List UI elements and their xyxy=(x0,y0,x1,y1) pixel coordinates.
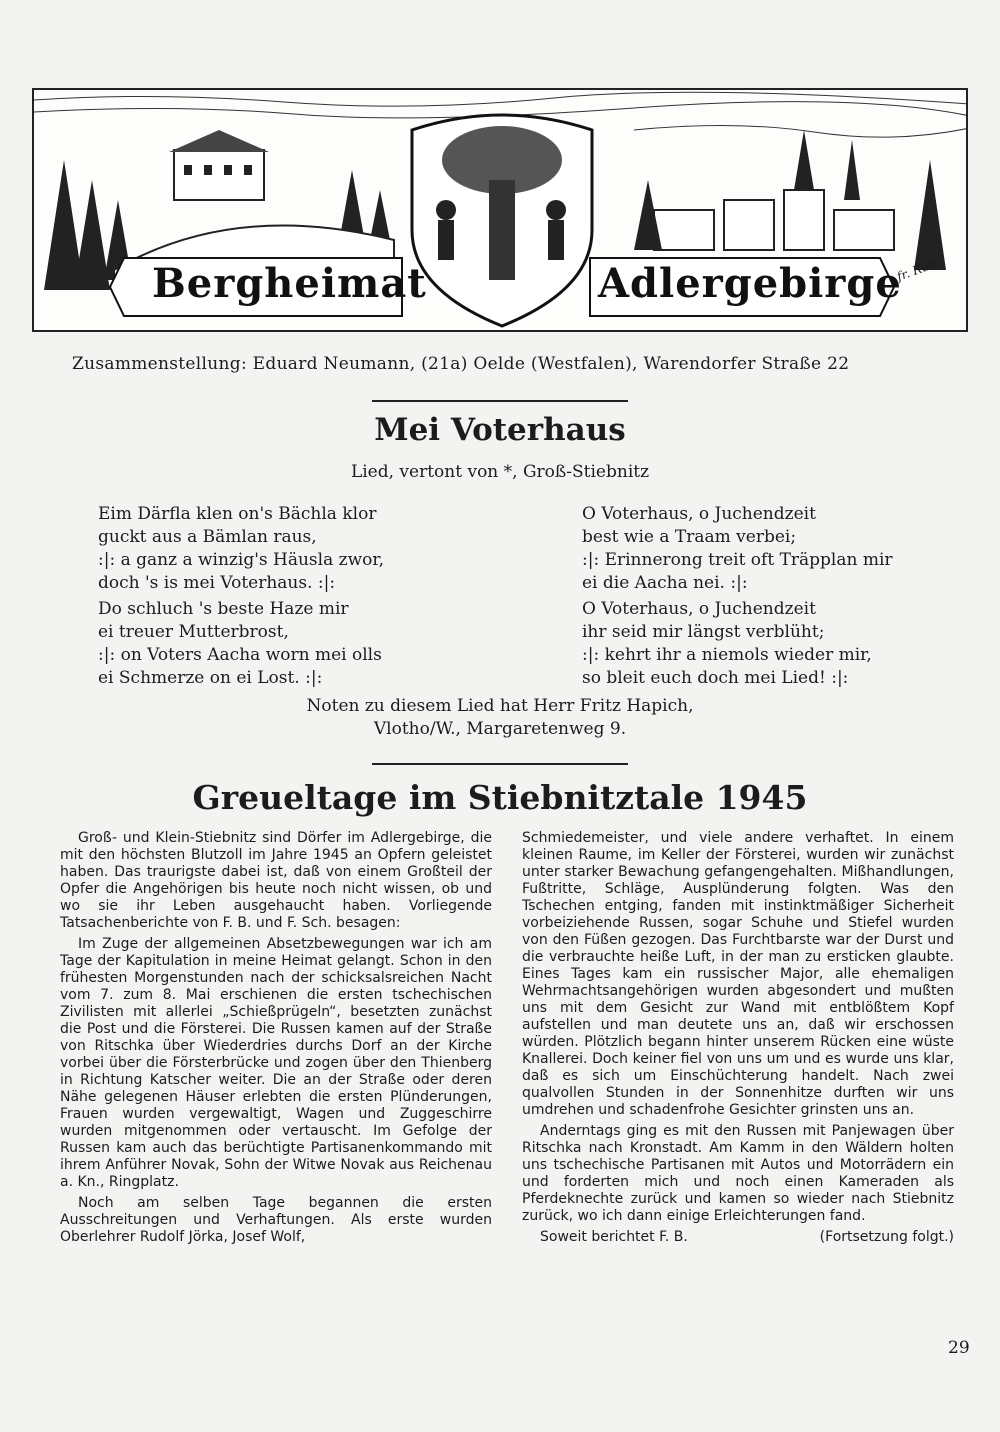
song-notes xyxy=(0,695,1000,741)
continuation-note: (Fortsetzung folgt.) xyxy=(819,1229,954,1245)
verse-line: :|: kehrt ihr a niemols wieder mir, xyxy=(582,645,872,665)
paragraph: Anderntags ging es mit den Russen mit Panjewagen über Ritschka nach Kronstadt. Am Kamm in den Wäldern holten uns tschechische Partisanen mit Autos und Motorrädern ein und forderten mich und noch einen Kameraden als Pferdeknechte zurück und kamen so wieder nach Stiebnitz zurück, wo ich dann einige Erleichterungen fand. xyxy=(522,1123,954,1224)
verse-line: best wie a Traam verbei; xyxy=(582,527,797,547)
paragraph: Im Zuge der allgemeinen Absetzbewegungen war ich am Tage der Kapitulation in meine Heimat gelangt. Schon in den frühesten Morgenstunden nach der schicksalsreichen Nacht vom 7. zum 8. Mai erschienen die ersten tschechischen Zivilisten mit allerlei „Schießprügeln“, besetzten zunächst die Post und die Försterei. Die Russen kamen auf der Straße von Ritschka über Wiederdries durchs Dorf an der Kirche vorbei über die Försterbrücke und zogen über den Thienberg in Richtung Katscher weiter. Die an der Straße oder deren Nähe gelegenen Häuser erlebten die ersten Plünderungen, Frauen wurden vergewaltigt, Wagen und Zuggeschirre wurden mitgenommen oder vertauscht. Im Gefolge der Russen kam auch das berüchtigte Partisanenkommando mit ihrem Anführer Novak, Sohn der Witwe Novak aus Reichenau a. Kn., Ringplatz. xyxy=(60,936,492,1190)
song-title: Mei Voterhaus xyxy=(374,412,626,448)
divider-middle xyxy=(372,763,628,765)
verse-line: Do schluch 's beste Haze mir xyxy=(98,599,349,619)
notes-line: Noten zu diesem Lied hat Herr Fritz Hapich, xyxy=(306,696,694,716)
stanza-1 xyxy=(98,503,384,595)
paragraph: Noch am selben Tage begannen die ersten Ausschreitungen und Verhaftungen. Als erste wurden Oberlehrer Rudolf Jörka, Josef Wolf, xyxy=(60,1195,492,1245)
divider-top xyxy=(372,400,628,402)
artist-signature: fr. Rulc. xyxy=(895,254,945,284)
article-column-left xyxy=(60,830,492,1250)
verse-line: so bleit euch doch mei Lied! :|: xyxy=(582,668,849,688)
paragraph: Groß- und Klein-Stiebnitz sind Dörfer im Adlergebirge, die mit den höchsten Blutzoll im Jahre 1945 an Opfern geleistet haben. Das traurigste dabei ist, daß von einem Großteil der Opfer die Angehörigen bis heute noch nicht wissen, ob und wo sie ihr Leben ausgehaucht haben. Vorliegende Tatsachenberichte von F. B. und F. Sch. besagen: xyxy=(60,830,492,931)
verse-line: ei Schmerze on ei Lost. :|: xyxy=(98,668,323,688)
verse-line: ihr seid mir längst verblüht; xyxy=(582,622,825,642)
header-banner xyxy=(32,88,968,332)
notes-line: Vlotho/W., Margaretenweg 9. xyxy=(373,719,627,739)
stanza-2 xyxy=(98,598,382,690)
stanza-4 xyxy=(582,598,872,690)
article-column-right xyxy=(522,830,954,1246)
page-number: 29 xyxy=(948,1338,970,1358)
song-subtitle: Lied, vertont von *, Groß-Stiebnitz xyxy=(350,462,650,482)
verse-line: Eim Därfla klen on's Bächla klor xyxy=(98,504,377,524)
verse-line: guckt aus a Bämlan raus, xyxy=(98,527,317,547)
verse-line: doch 's is mei Voterhaus. :|: xyxy=(98,573,336,593)
verse-line: ei treuer Mutterbrost, xyxy=(98,622,289,642)
verse-line: :|: Erinnerong treit oft Träpplan mir xyxy=(582,550,893,570)
article-title: Greueltage im Stiebnitztale 1945 xyxy=(192,778,808,817)
banner-right-title: Adlergebirge xyxy=(598,260,902,307)
closing-attribution: Soweit berichtet F. B. xyxy=(540,1229,688,1245)
verse-line: O Voterhaus, o Juchendzeit xyxy=(582,599,816,619)
stanza-3 xyxy=(582,503,893,595)
verse-line: ei die Aacha nei. :|: xyxy=(582,573,748,593)
paragraph: Schmiedemeister, und viele andere verhaftet. In einem kleinen Raume, im Keller der Försterei, wurden wir zunächst unter starker Bewachung gefangengehalten. Mißhandlungen, Fußtritte, Schläge, Ausplünderung folgten. Was den Tschechen entging, fanden mit instinktmäßiger Sicherheit vorbeiziehende Russen, sogar Schuhe und Stiefel wurden von den Füßen gezogen. Das Furchtbarste war der Durst und die verbrauchte heiße Luft, in der man zu ersticken glaubte. Eines Tages kam ein russischer Major, alle ehemaligen Wehrmachtsangehörigen wurden abgesondert und mußten uns mit dem Gesicht zur Wand mit entblößtem Kopf aufstellen und man deutete uns an, daß wir erschossen würden. Plötzlich begann hinter unserem Rücken eine wüste Knallerei. Doch keiner fiel von uns um und es wurde uns klar, daß es sich um Einschüchterung handelt. Nach zwei qualvollen Stunden in der Sonnenhitze durften wir uns umdrehen und schadenfrohe Gesichter grinsten uns an. xyxy=(522,830,954,1118)
compiler-line: Zusammenstellung: Eduard Neumann, (21a) Oelde (Westfalen), Warendorfer Straße 22 xyxy=(72,354,850,374)
verse-line: :|: on Voters Aacha worn mei olls xyxy=(98,645,382,665)
closing-line xyxy=(522,1229,954,1246)
banner-left-title: Bergheimat xyxy=(152,260,427,307)
verse-line: O Voterhaus, o Juchendzeit xyxy=(582,504,816,524)
verse-line: :|: a ganz a winzig's Häusla zwor, xyxy=(98,550,385,570)
